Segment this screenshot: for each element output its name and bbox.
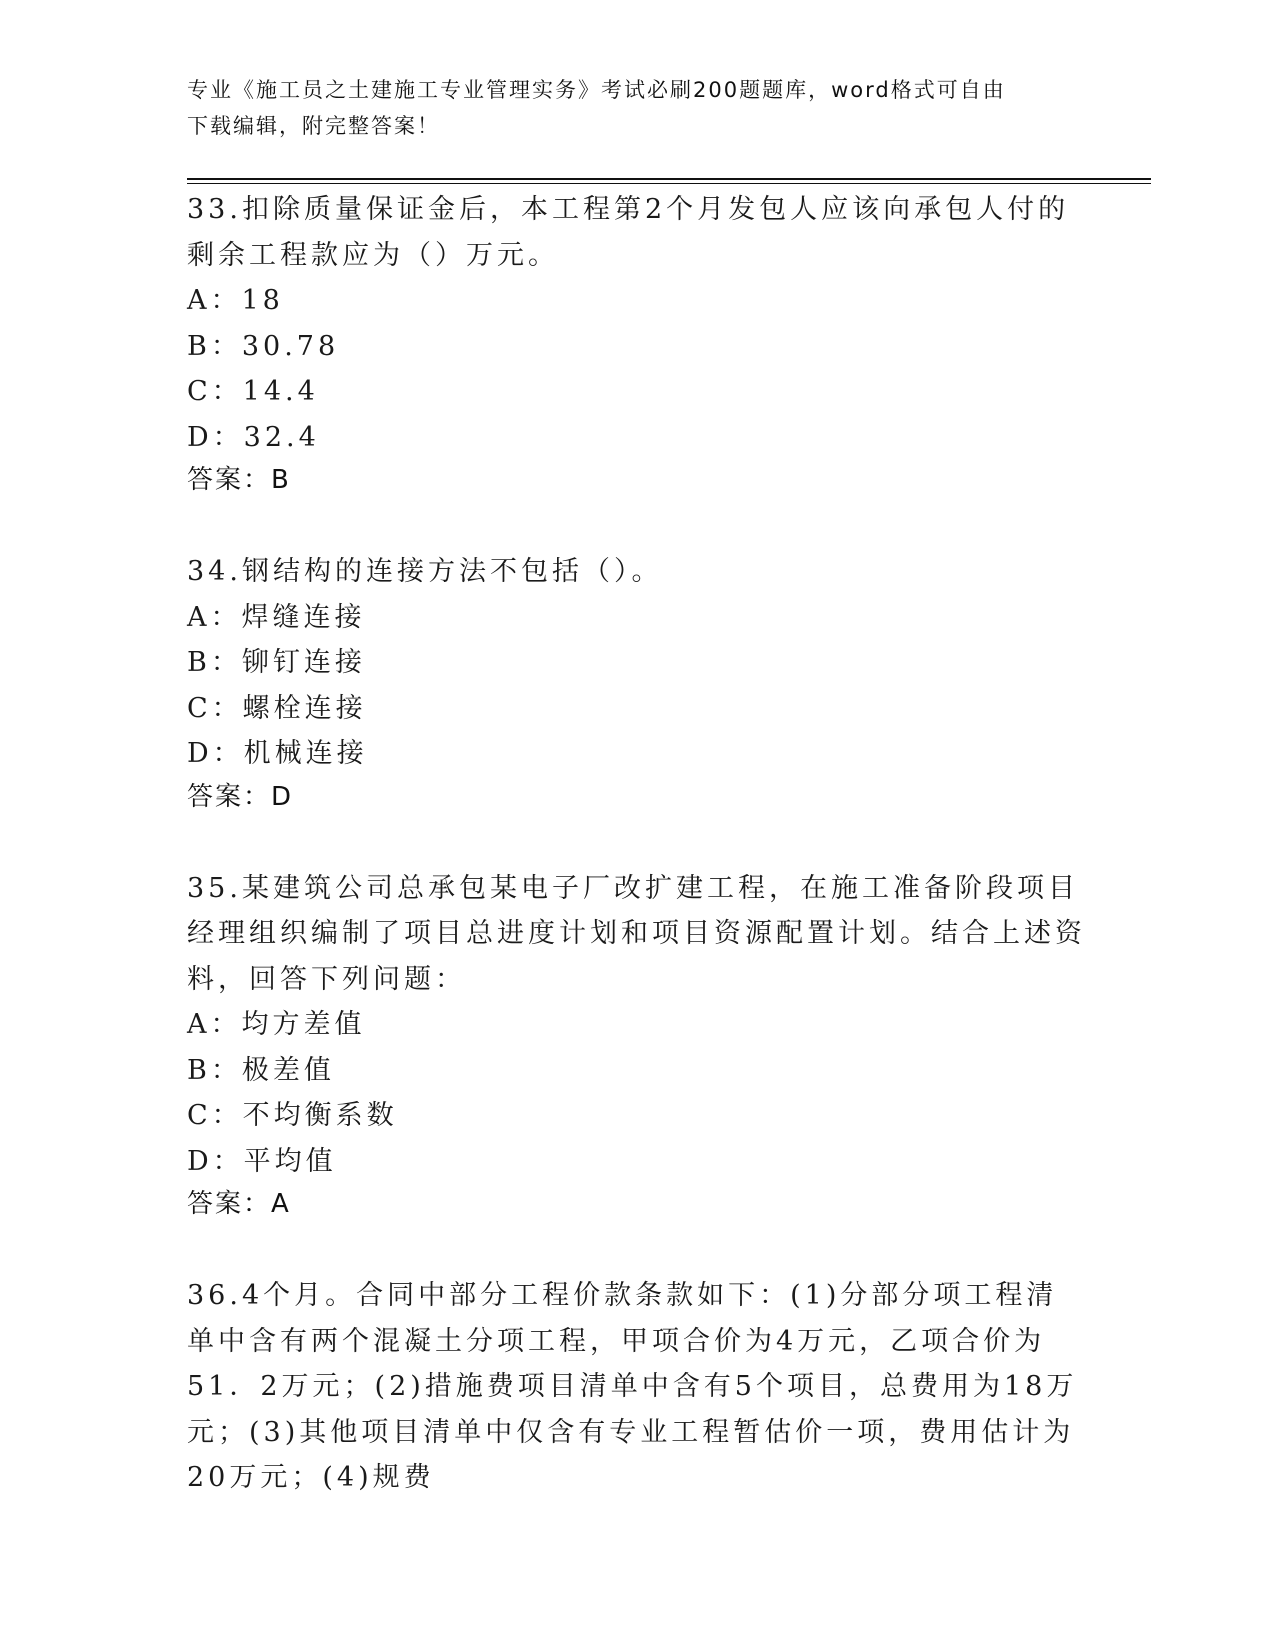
answer: 答案：B [187,465,291,495]
option-b: B：铆钉连接 [187,647,366,678]
option-c: C：14.4 [187,376,319,407]
option-d: D：32.4 [187,421,320,453]
header-line-2: 下载编辑，附完整答案！ [187,114,440,138]
answer: 答案：D [187,781,294,812]
header-line-1: 专业《施工员之土建施工专业管理实务》考试必刷200题题库，word格式可自由 [187,78,1006,102]
option-d: D：平均值 [187,1145,337,1177]
option-a: A：18 [187,285,284,316]
question-list [187,187,1087,1547]
option-c: C：不均衡系数 [187,1100,398,1131]
option-b: B：极差值 [187,1054,335,1086]
question-35 [187,866,1087,1228]
question-text: 36.4个月。合同中部分工程价款条款如下：(1)分部分项工程清单中含有两个混凝土分项工程，甲项合价为4万元，乙项合价为51．2万元；(2)措施费项目清单中含有5个项目，总费用为18万元；(3)其他项目清单中仅含有专业工程暂估价一项，费用估计为20万元；(4)规费 [187,1280,1078,1493]
option-d: D：机械连接 [187,738,368,769]
header-rule-thin [187,183,1151,184]
question-text: 33.扣除质量保证金后，本工程第2个月发包人应该向承包人付的剩余工程款应为（）万元。 [187,194,1070,271]
question-text: 35.某建筑公司总承包某电子厂改扩建工程，在施工准备阶段项目经理组织编制了项目总进度计划和项目资源配置计划。结合上述资料，回答下列问题： [187,872,1086,995]
option-a: A：均方差值 [187,1009,366,1040]
question-36 [187,1273,1087,1501]
question-34 [187,549,1087,820]
option-c: C：螺栓连接 [187,692,367,724]
answer: 答案：A [187,1189,291,1219]
question-text: 34.钢结构的连接方法不包括（）。 [187,556,663,587]
header-rule-thick [187,178,1151,180]
document-header [187,72,1077,144]
question-33 [187,187,1087,503]
option-a: A：焊缝连接 [187,601,366,633]
option-b: B：30.78 [187,330,340,362]
